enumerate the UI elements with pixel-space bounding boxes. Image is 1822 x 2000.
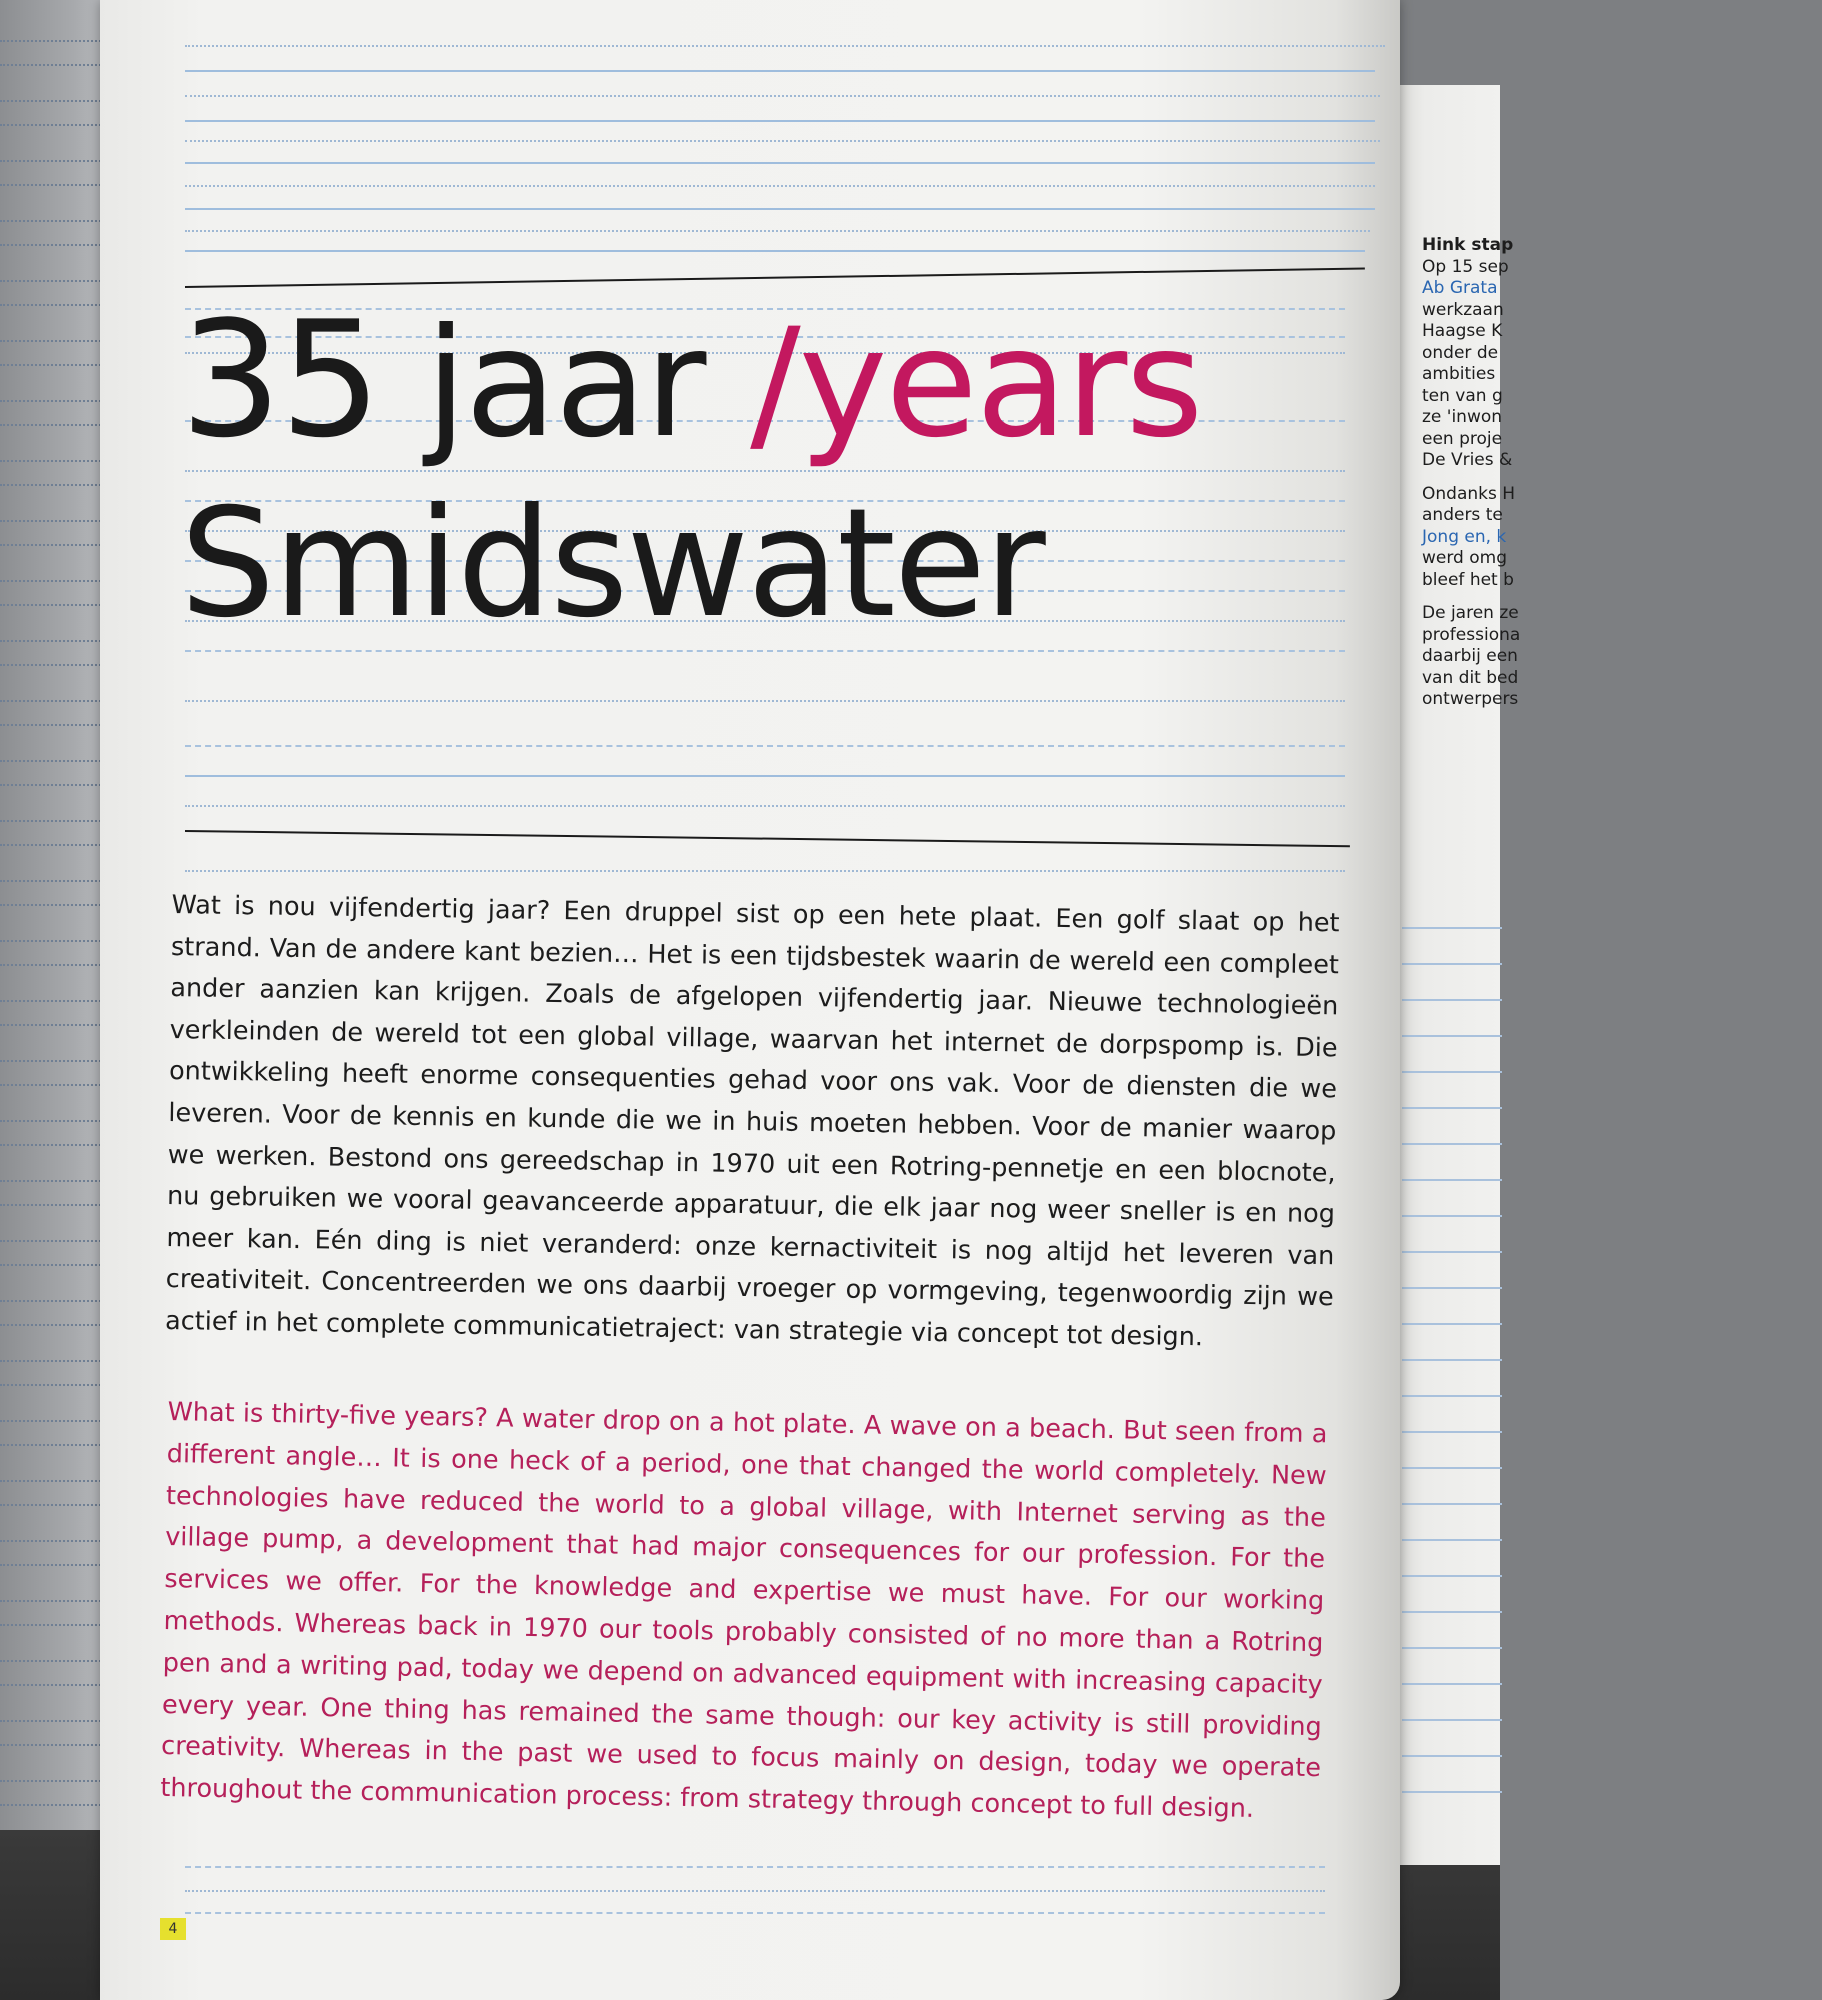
right-page xyxy=(1392,85,1521,1865)
page-title xyxy=(180,286,1380,659)
page-number-badge: 4 xyxy=(160,1918,186,1940)
title-word-nl: jaar xyxy=(425,297,705,471)
right-page-paragraph-2: Ondanks H anders te Jong en, k werd omg bleef het b xyxy=(1422,483,1516,590)
right-page-paragraph-1: Op 15 sep Ab Grata werkzaan Haagse K onder de ambities ten van g ze 'inwon een proje De Vries & xyxy=(1422,256,1513,470)
title-separator: / xyxy=(750,297,799,471)
left-page-edge xyxy=(0,0,104,1960)
right-page-guide-lines xyxy=(1402,905,1502,1805)
right-page-paragraph-3: De jaren ze professiona daarbij een van dit bed ontwerpers xyxy=(1422,603,1521,709)
title-word-en: years xyxy=(798,297,1202,471)
right-page-text xyxy=(1422,235,1822,723)
title-number: 35 xyxy=(180,286,380,473)
body-text-dutch: Wat is nou vijfendertig jaar? Een druppel sist op een hete plaat. Een golf slaat op het strand. Van de andere kant bezien… Het is een tijdsbestek waarin de wereld een compleet ander aanzien kan krijgen. Zoals de afgelopen vijfendertig jaar. Nieuwe technologieën verkleinden de wereld tot een global village, waarvan het internet de dorpspomp is. Die ontwikkeling heeft enorme consequenties gehad voor ons vak. Voor de diensten die we leveren. Voor de kennis en kunde die we in huis moeten hebben. Voor de manier waarop we werken. Bestond ons gereedschap in 1970 uit een Rotring-pennetje en een blocnote, nu gebruiken we vooral geavanceerde apparatuur, die elk jaar nog weer sneller is en nog meer kan. Eén ding is niet veranderd: onze kernactiviteit is nog altijd het leveren van creativiteit. Concentreerden we ons daarbij vroeger op vormgeving, tegenwoordig zijn we actief in het complete communicatietraject: van strategie via concept tot design. xyxy=(164,889,1340,1353)
title-line-1 xyxy=(180,286,1380,473)
title-line-2: Smidswater xyxy=(180,477,1044,651)
right-page-heading: Hink stap xyxy=(1422,235,1514,255)
body-text-english: What is thirty-five years? A water drop on a hot plate. A wave on a beach. But seen from a different angle… It is one heck of a period, one that changed the world completely. New technologies have reduced the world to a global village, with Internet serving as the village pump, a development that had major consequences for our profession. For the services we offer. For the knowledge and expertise we must have. For our working methods. Whereas back in 1970 our tools probably consisted of no more than a Rotring pen and a writing pad, today we depend on advanced equipment with increasing capacity every year. One thing has remained the same though: our key activity is still providing creativity. Whereas in the past we used to focus mainly on design, today we operate throughout the communication process: from strategy through concept to full design. xyxy=(160,1396,1328,1825)
